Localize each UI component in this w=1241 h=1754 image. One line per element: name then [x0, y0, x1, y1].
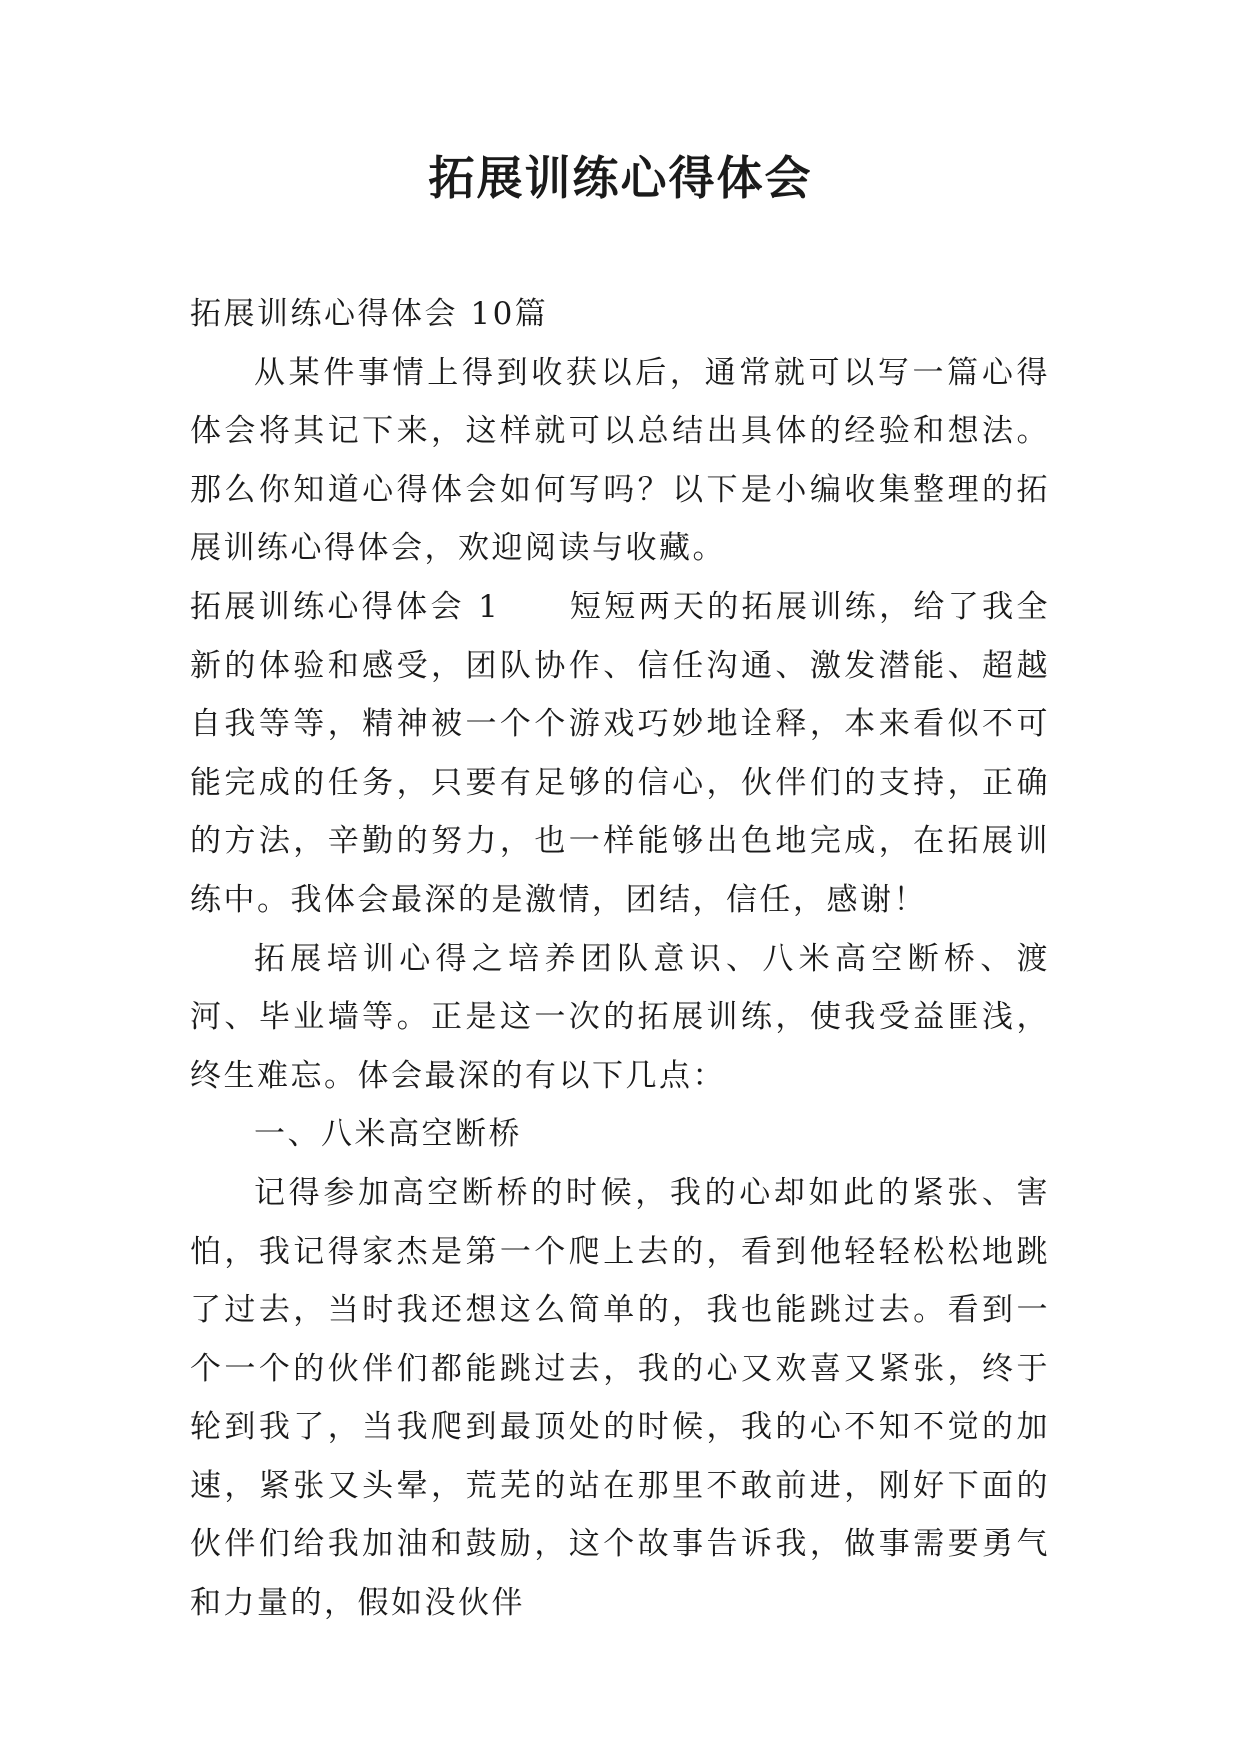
high-bridge-paragraph: 记得参加高空断桥的时候，我的心却如此的紧张、害怕，我记得家杰是第一个爬上去的，看到他轻轻松松地跳了过去，当时我还想这么简单的，我也能跳过去。看到一个一个的伙伴们都能跳过去，我的心又欢喜又紧张，终于轮到我了，当我爬到最顶处的时候，我的心不知不觉的加速，紧张又头晕，荒芜的站在那里不敢前进，刚好下面的伙伴们给我加油和鼓励，这个故事告诉我，做事需要勇气和力量的，假如没伙伴 — [190, 1174, 1050, 1622]
section-1-paragraph: 拓展训练心得体会 1 短短两天的拓展训练，给了我全新的体验和感受，团队协作、信任沟通、激发潜能、超越自我等等，精神被一个个游戏巧妙地诠释，本来看似不可能完成的任务，只要有足够的信心，伙伴们的支持，正确的方法，辛勤的努力，也一样能够出色地完成，在拓展训练中。我体会最深的是激情，团结，信任，感谢！ — [190, 588, 1050, 918]
document-body — [190, 285, 1050, 1633]
document-title: 拓展训练心得体会 — [428, 151, 813, 205]
training-summary-paragraph: 拓展培训心得之培养团队意识、八米高空断桥、渡河、毕业墙等。正是这一次的拓展训练，使我受益匪浅，终生难忘。体会最深的有以下几点： — [190, 940, 1050, 1094]
sub-heading-high-bridge: 一、八米高空断桥 — [254, 1116, 522, 1153]
intro-paragraph: 从某件事情上得到收获以后，通常就可以写一篇心得体会将其记下来，这样就可以总结出具体的经验和想法。那么你知道心得体会如何写吗？以下是小编收集整理的拓展训练心得体会，欢迎阅读与收藏。 — [190, 354, 1050, 567]
document-subtitle: 拓展训练心得体会 10篇 — [190, 296, 549, 332]
